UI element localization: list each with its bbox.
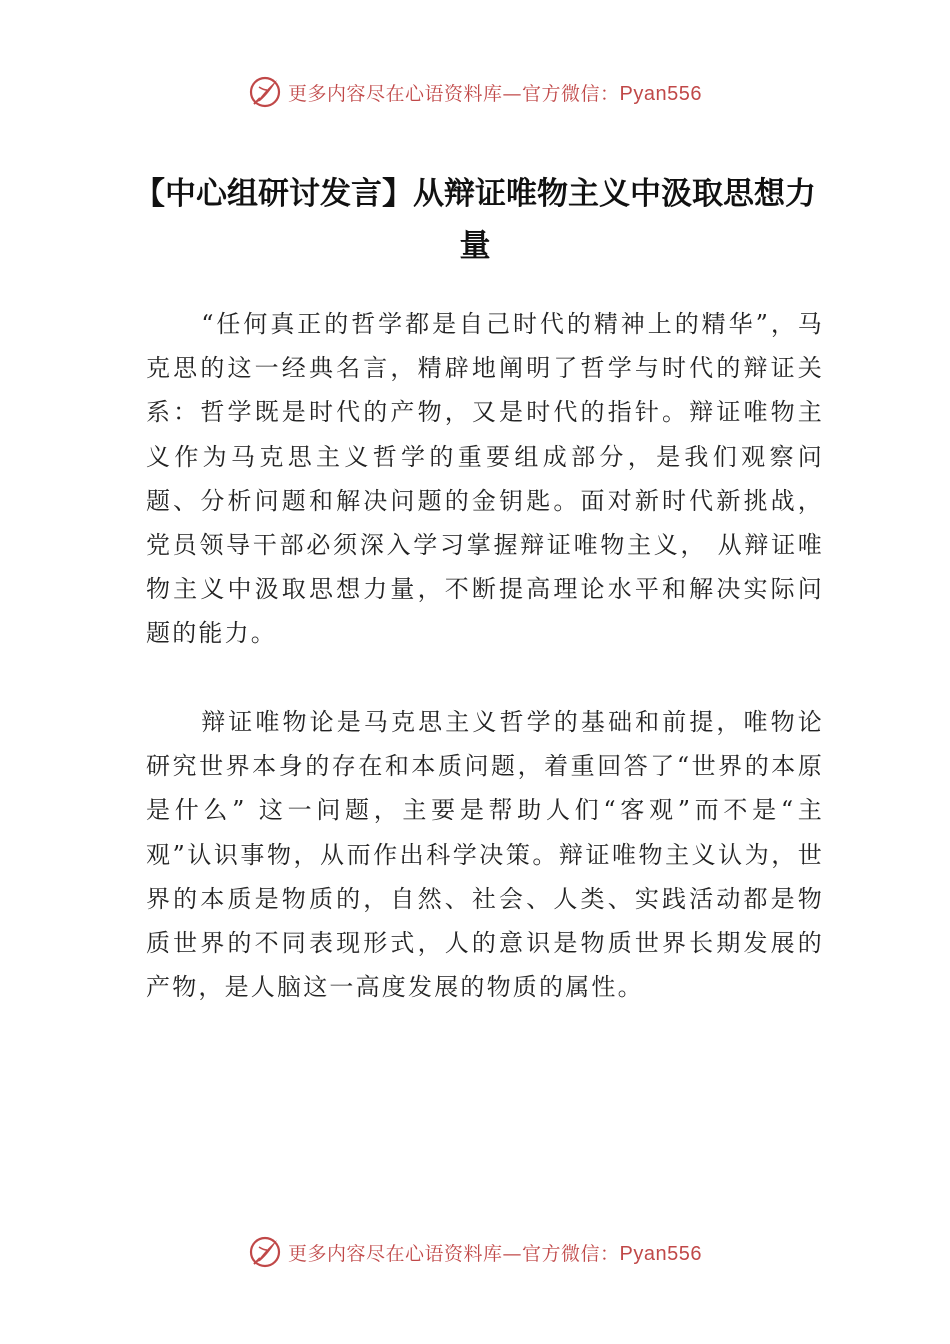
banner-wechat-handle: Pyan556: [619, 82, 702, 105]
header-banner: [0, 72, 950, 112]
document-title: 【中心组研讨发言】从辩证唯物主义中汲取思想力量: [134, 176, 816, 264]
banner-wechat-handle: Pyan556: [619, 1242, 702, 1265]
quill-logo-icon: [248, 1235, 282, 1269]
banner-promo-text: 更多内容尽在心语资料库—官方微信：: [288, 82, 620, 105]
body-paragraph-1: “任何真正的哲学都是自己时代的精神上的精华”，马克思的这一经典名言，精辟地阐明了哲学与时代的辩证关系：哲学既是时代的产物，又是时代的指针。辩证唯物主义作为马克思主义哲学的重要组成部分，是我们观察问题、分析问题和解决问题的金钥匙。面对新时代新挑战，党员领导干部必须深入学习掌握辩证唯物主义， 从辩证唯物主义中汲取思想力量，不断提高理论水平和解决实际问题的能力。: [146, 310, 824, 648]
body-paragraph-2: 辩证唯物论是马克思主义哲学的基础和前提，唯物论研究世界本身的存在和本质问题，着重回答了“世界的本原是什么” 这一问题，主要是帮助人们“客观”而不是“主观”认识事物，从而作出科学决策。辩证唯物主义认为，世界的本质是物质的，自然、社会、人类、实践活动都是物质世界的不同表现形式，人的意识是物质世界长期发展的产物，是人脑这一高度发展的物质的属性。: [146, 708, 824, 1002]
banner-text: [288, 79, 702, 106]
banner-text: [288, 1239, 702, 1266]
footer-banner: [0, 1232, 950, 1272]
quill-logo-icon: [248, 75, 282, 109]
banner-promo-text: 更多内容尽在心语资料库—官方微信：: [288, 1242, 620, 1265]
